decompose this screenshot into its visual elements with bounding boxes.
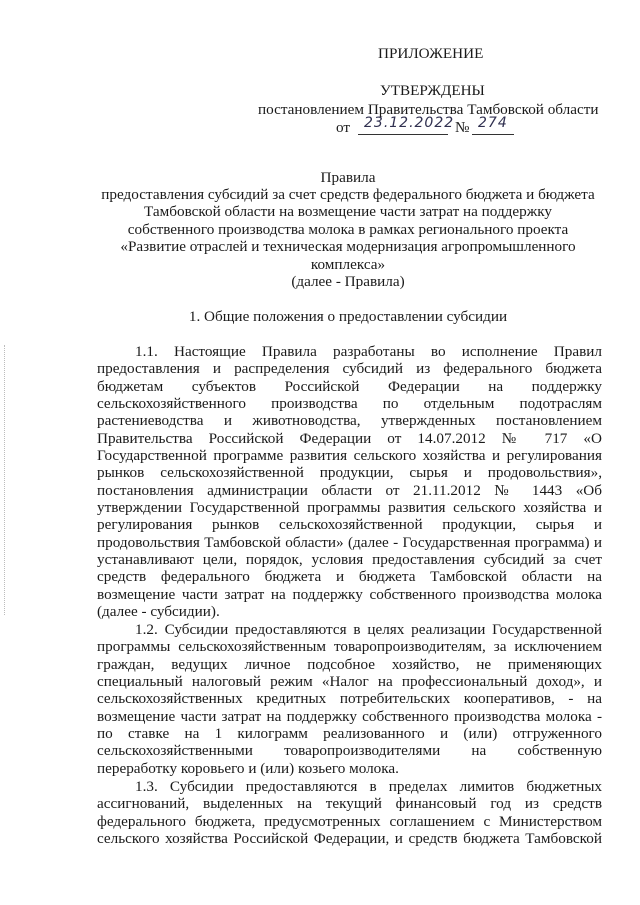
text-line: сельскохозяйственными товаропроизводителями на собственную <box>97 742 602 760</box>
text-line: специальный налоговый режим «Налог на профессиональный доход», и <box>97 673 602 691</box>
paragraph-1-3 <box>97 778 602 847</box>
title-line: предоставления субсидий за счет средств федерального бюджета и бюджета <box>101 186 595 203</box>
text-line: 1.1. Настоящие Правила разработаны во исполнение Правил <box>135 343 602 360</box>
text-line: устанавливают цели, порядок, условия предоставления субсидий за счет <box>97 551 602 569</box>
text-line: утверждении Государственной программы развития сельского хозяйства и <box>97 499 602 517</box>
approved-label: УТВЕРЖДЕНЫ <box>380 82 485 99</box>
text-line: 1.3. Субсидии предоставляются в пределах лимитов бюджетных <box>135 778 602 795</box>
text-line: регулирования рынков сельскохозяйственной продукции, сырья и <box>97 516 602 534</box>
title-line: комплекса» <box>310 256 386 273</box>
text-line: ассигнований, выделенных на текущий финансовый год из средств <box>97 795 602 813</box>
text-line: постановления администрации области от 21.11.2012 № 1443 «Об <box>97 481 602 499</box>
handwritten-number: 274 <box>478 115 508 131</box>
appendix-label: ПРИЛОЖЕНИЕ <box>378 45 484 62</box>
title-line: Правила <box>320 169 376 186</box>
text-line: по ставке на 1 килограмм реализованного и (или) отгруженного <box>97 725 602 743</box>
text-line: федерального бюджета, предусмотренных соглашением с Министерством <box>97 812 602 830</box>
text-line: рынков сельскохозяйственной продукции, сырья и продовольствия», <box>97 464 602 482</box>
number-underline <box>472 134 514 135</box>
section-heading: 1. Общие положения о предоставлении субсидии <box>188 308 508 325</box>
decree-reference: постановлением Правительства Тамбовской области <box>258 101 599 118</box>
number-sign: № <box>455 119 470 136</box>
text-line: бюджетам субъектов Российской Федерации на поддержку <box>97 377 602 395</box>
scan-edge-mark <box>4 345 6 615</box>
text-line: сельскохозяйственных кредитных потребительских кооперативов, - на <box>97 690 602 708</box>
text-line: предоставления и распределения субсидий из федерального бюджета <box>97 360 602 378</box>
text-line: возмещение части затрат на поддержку собственного производства молока <box>97 585 602 603</box>
text-line: продовольствия Тамбовской области» (далее - Государственная программа) и <box>97 533 602 551</box>
title-line: (далее - Правила) <box>291 273 405 290</box>
handwritten-date: 23.12.2022 <box>364 115 455 131</box>
paragraph-1-2 <box>97 621 602 777</box>
title-line: собственного производства молока в рамках регионального проекта <box>127 221 569 238</box>
text-line: средств федерального бюджета и бюджета Тамбовской области на <box>97 568 602 586</box>
text-line: переработку коровьего и (или) козьего молока. <box>97 759 399 777</box>
date-prefix: от <box>336 119 351 136</box>
text-line: Государственной программе развития сельского хозяйства и регулирования <box>97 447 602 465</box>
text-line: 1.2. Субсидии предоставляются в целях реализации Государственной <box>135 621 602 638</box>
paragraph-1-1 <box>97 343 602 621</box>
text-line: сельского хозяйства Российской Федерации, и средств бюджета Тамбовской <box>97 830 602 848</box>
text-line: сельскохозяйственного производства по отдельным подотраслям <box>97 395 602 413</box>
text-line: Правительства Российской Федерации от 14.07.2012 № 717 «О <box>97 429 602 447</box>
text-line: граждан, ведущих личное подсобное хозяйство, не применяющих <box>97 655 602 673</box>
title-line: Тамбовской области на возмещение части затрат на поддержку <box>144 203 552 220</box>
date-underline <box>358 134 448 135</box>
text-line: возмещение части затрат на поддержку собственного производства молока - <box>97 707 602 725</box>
text-line: растениеводства и животноводства, утвержденных постановлением <box>97 412 602 430</box>
text-line: программы сельскохозяйственным товаропроизводителям, за исключением <box>97 638 602 656</box>
text-line: (далее - субсидии). <box>97 603 220 621</box>
title-line: «Развитие отраслей и техническая модернизация агропромышленного <box>120 238 576 255</box>
